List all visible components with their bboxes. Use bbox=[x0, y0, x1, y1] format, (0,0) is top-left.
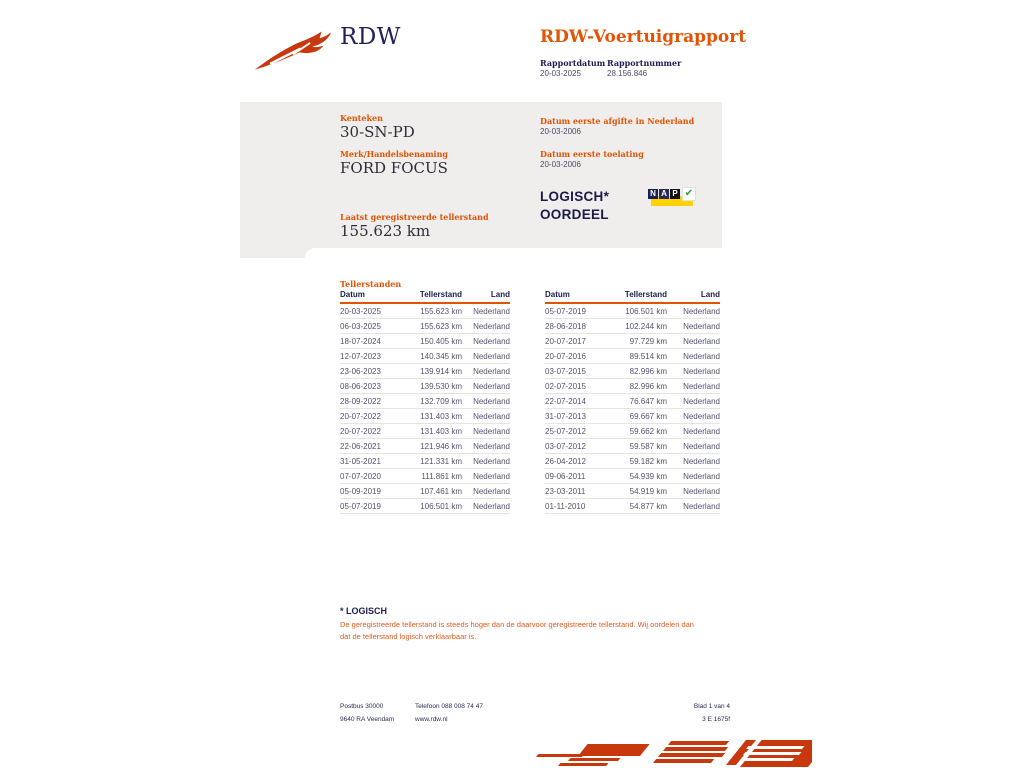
tellerstand-cell: 139.914 km bbox=[400, 364, 462, 379]
land-cell: Nederland bbox=[667, 454, 720, 469]
footnote-title: * LOGISCH bbox=[340, 606, 388, 616]
datum-cell: 01-11-2010 bbox=[545, 499, 607, 514]
tellerstand-cell: 59.662 km bbox=[607, 424, 667, 439]
eerste-toelating-label: Datum eerste toelating bbox=[540, 149, 644, 159]
table-row bbox=[340, 409, 510, 424]
land-cell: Nederland bbox=[462, 319, 510, 334]
column-header-tellerstand: Tellerstand bbox=[400, 290, 462, 303]
tellerstand-cell: 69.667 km bbox=[607, 409, 667, 424]
tellerstand-cell: 155.623 km bbox=[400, 303, 462, 319]
table-row bbox=[340, 454, 510, 469]
table-row bbox=[545, 424, 720, 439]
tellerstand-cell: 131.403 km bbox=[400, 409, 462, 424]
tellerstand-cell: 54.939 km bbox=[607, 469, 667, 484]
footer-website: www.rdw.nl bbox=[415, 716, 448, 723]
table-row bbox=[545, 439, 720, 454]
oordeel-line1: LOGISCH* bbox=[540, 189, 610, 204]
land-cell: Nederland bbox=[667, 364, 720, 379]
datum-cell: 25-07-2012 bbox=[545, 424, 607, 439]
tellerstand-cell: 97.729 km bbox=[607, 334, 667, 349]
tellerstand-cell: 121.946 km bbox=[400, 439, 462, 454]
tellerstand-cell: 155.623 km bbox=[400, 319, 462, 334]
land-cell: Nederland bbox=[667, 349, 720, 364]
table-row bbox=[545, 303, 720, 319]
land-cell: Nederland bbox=[462, 379, 510, 394]
eerste-toelating-value: 20-03-2006 bbox=[540, 160, 581, 169]
tellerstand-cell: 121.331 km bbox=[400, 454, 462, 469]
laatste-tellerstand-label: Laatst geregistreerde tellerstand bbox=[340, 212, 489, 222]
nap-letter-a: A bbox=[659, 189, 669, 199]
tellerstand-cell: 59.587 km bbox=[607, 439, 667, 454]
tellerstand-cell: 139.530 km bbox=[400, 379, 462, 394]
datum-cell: 31-07-2013 bbox=[545, 409, 607, 424]
land-cell: Nederland bbox=[462, 454, 510, 469]
merk-label: Merk/Handelsbenaming bbox=[340, 149, 449, 159]
oordeel-line2: OORDEEL bbox=[540, 207, 609, 222]
datum-cell: 07-07-2020 bbox=[340, 469, 400, 484]
land-cell: Nederland bbox=[462, 364, 510, 379]
oordeel-text bbox=[540, 188, 609, 224]
land-cell: Nederland bbox=[667, 394, 720, 409]
tellerstand-cell: 132.709 km bbox=[400, 394, 462, 409]
datum-cell: 03-07-2015 bbox=[545, 364, 607, 379]
land-cell: Nederland bbox=[462, 499, 510, 514]
datum-cell: 22-06-2021 bbox=[340, 439, 400, 454]
land-cell: Nederland bbox=[667, 303, 720, 319]
datum-cell: 18-07-2024 bbox=[340, 334, 400, 349]
table-row bbox=[340, 319, 510, 334]
table-row bbox=[545, 394, 720, 409]
datum-cell: 20-03-2025 bbox=[340, 303, 400, 319]
table-row bbox=[545, 364, 720, 379]
report-date-value: 20-03-2025 bbox=[540, 69, 581, 78]
land-cell: Nederland bbox=[667, 424, 720, 439]
footer-phone: Telefoon 088 008 74 47 bbox=[415, 703, 483, 710]
nap-letter-n: N bbox=[648, 189, 658, 199]
table-row bbox=[340, 334, 510, 349]
tellerstand-cell: 82.996 km bbox=[607, 379, 667, 394]
tellerstand-cell: 54.877 km bbox=[607, 499, 667, 514]
table-row bbox=[545, 319, 720, 334]
footer-city: 9640 RA Veendam bbox=[340, 716, 395, 723]
tellerstand-cell: 89.514 km bbox=[607, 349, 667, 364]
tellerstand-cell: 76.647 km bbox=[607, 394, 667, 409]
footer-address bbox=[340, 700, 394, 726]
footer-meta bbox=[630, 700, 730, 726]
land-cell: Nederland bbox=[667, 409, 720, 424]
land-cell: Nederland bbox=[462, 349, 510, 364]
nap-logo bbox=[648, 187, 696, 209]
datum-cell: 02-07-2015 bbox=[545, 379, 607, 394]
report-number-label: Rapportnummer bbox=[607, 58, 682, 68]
rdw-feather-logo-icon bbox=[253, 28, 333, 73]
datum-cell: 06-03-2025 bbox=[340, 319, 400, 334]
datum-cell: 05-09-2019 bbox=[340, 484, 400, 499]
footer-form-code: 3 E 1675f bbox=[702, 716, 730, 723]
tellerstand-cell: 106.501 km bbox=[607, 303, 667, 319]
table-row bbox=[340, 303, 510, 319]
datum-cell: 09-06-2011 bbox=[545, 469, 607, 484]
datum-cell: 05-07-2019 bbox=[545, 303, 607, 319]
datum-cell: 20-07-2016 bbox=[545, 349, 607, 364]
nap-check-icon: ✔ bbox=[682, 187, 696, 201]
tellerstand-cell: 82.996 km bbox=[607, 364, 667, 379]
land-cell: Nederland bbox=[462, 484, 510, 499]
laatste-tellerstand-value: 155.623 km bbox=[340, 222, 431, 240]
datum-cell: 20-07-2017 bbox=[545, 334, 607, 349]
table-row bbox=[545, 469, 720, 484]
table-row bbox=[340, 379, 510, 394]
footnote-text bbox=[340, 619, 740, 643]
datum-cell: 12-07-2023 bbox=[340, 349, 400, 364]
land-cell: Nederland bbox=[462, 409, 510, 424]
footnote-line1: De geregistreerde tellerstand is steeds hoger dan de daarvoor geregistreerde tellerstand. Wij oordelen dan bbox=[340, 620, 694, 629]
nap-letter-p: P bbox=[670, 189, 680, 199]
land-cell: Nederland bbox=[667, 379, 720, 394]
table-row bbox=[340, 469, 510, 484]
land-cell: Nederland bbox=[462, 303, 510, 319]
table-row bbox=[340, 394, 510, 409]
tellerstand-cell: 111.861 km bbox=[400, 469, 462, 484]
land-cell: Nederland bbox=[462, 394, 510, 409]
datum-cell: 26-04-2012 bbox=[545, 454, 607, 469]
table-row bbox=[340, 364, 510, 379]
datum-cell: 31-05-2021 bbox=[340, 454, 400, 469]
eerste-afgifte-label: Datum eerste afgifte in Nederland bbox=[540, 116, 695, 126]
table-header-row bbox=[340, 290, 510, 303]
land-cell: Nederland bbox=[462, 439, 510, 454]
decorative-feather-stripes-icon bbox=[530, 736, 812, 768]
report-date-label: Rapportdatum bbox=[540, 58, 606, 68]
table-row bbox=[545, 454, 720, 469]
land-cell: Nederland bbox=[667, 484, 720, 499]
report-number-value: 28.156.846 bbox=[607, 69, 648, 78]
table-row bbox=[340, 424, 510, 439]
merk-value: FORD FOCUS bbox=[340, 159, 448, 177]
tellerstanden-table-right bbox=[545, 290, 720, 514]
column-header-land: Land bbox=[462, 290, 510, 303]
datum-cell: 03-07-2012 bbox=[545, 439, 607, 454]
land-cell: Nederland bbox=[462, 334, 510, 349]
datum-cell: 28-09-2022 bbox=[340, 394, 400, 409]
datum-cell: 23-06-2023 bbox=[340, 364, 400, 379]
datum-cell: 05-07-2019 bbox=[340, 499, 400, 514]
column-header-tellerstand: Tellerstand bbox=[607, 290, 667, 303]
datum-cell: 08-06-2023 bbox=[340, 379, 400, 394]
datum-cell: 28-06-2018 bbox=[545, 319, 607, 334]
tellerstand-cell: 54.919 km bbox=[607, 484, 667, 499]
eerste-afgifte-value: 20-03-2006 bbox=[540, 127, 581, 136]
tellerstand-cell: 102.244 km bbox=[607, 319, 667, 334]
land-cell: Nederland bbox=[667, 499, 720, 514]
tellerstand-cell: 150.405 km bbox=[400, 334, 462, 349]
footer-postbus: Postbus 30000 bbox=[340, 703, 384, 710]
table-row bbox=[545, 409, 720, 424]
column-header-land: Land bbox=[667, 290, 720, 303]
tellerstanden-table-left bbox=[340, 290, 510, 514]
table-row bbox=[340, 484, 510, 499]
tellerstand-cell: 106.501 km bbox=[400, 499, 462, 514]
tellerstand-cell: 131.403 km bbox=[400, 424, 462, 439]
tellerstand-cell: 107.461 km bbox=[400, 484, 462, 499]
datum-cell: 20-07-2022 bbox=[340, 409, 400, 424]
table-header-row bbox=[545, 290, 720, 303]
table-row bbox=[545, 349, 720, 364]
land-cell: Nederland bbox=[667, 469, 720, 484]
table-row bbox=[545, 334, 720, 349]
kenteken-value: 30-SN-PD bbox=[340, 123, 415, 141]
footnote-line2: dat de tellerstand logisch verklaarbaar is. bbox=[340, 632, 477, 641]
column-header-datum: Datum bbox=[340, 290, 400, 303]
panel-corner-notch bbox=[305, 248, 722, 258]
table-row bbox=[340, 349, 510, 364]
table-row bbox=[545, 484, 720, 499]
footer-contact bbox=[415, 700, 483, 726]
land-cell: Nederland bbox=[667, 334, 720, 349]
land-cell: Nederland bbox=[462, 469, 510, 484]
tellerstand-cell: 140.345 km bbox=[400, 349, 462, 364]
land-cell: Nederland bbox=[667, 319, 720, 334]
table-row bbox=[545, 379, 720, 394]
rdw-logo-text: RDW bbox=[340, 24, 401, 50]
footer-page-number: Blad 1 van 4 bbox=[693, 703, 730, 710]
datum-cell: 23-03-2011 bbox=[545, 484, 607, 499]
column-header-datum: Datum bbox=[545, 290, 607, 303]
table-row bbox=[545, 499, 720, 514]
tellerstand-cell: 59.182 km bbox=[607, 454, 667, 469]
page-title: RDW-Voertuigrapport bbox=[540, 27, 747, 47]
land-cell: Nederland bbox=[667, 439, 720, 454]
table-row bbox=[340, 499, 510, 514]
kenteken-label: Kenteken bbox=[340, 113, 383, 123]
datum-cell: 22-07-2014 bbox=[545, 394, 607, 409]
tellerstanden-section-title: Tellerstanden bbox=[340, 279, 402, 289]
table-row bbox=[340, 439, 510, 454]
datum-cell: 20-07-2022 bbox=[340, 424, 400, 439]
land-cell: Nederland bbox=[462, 424, 510, 439]
